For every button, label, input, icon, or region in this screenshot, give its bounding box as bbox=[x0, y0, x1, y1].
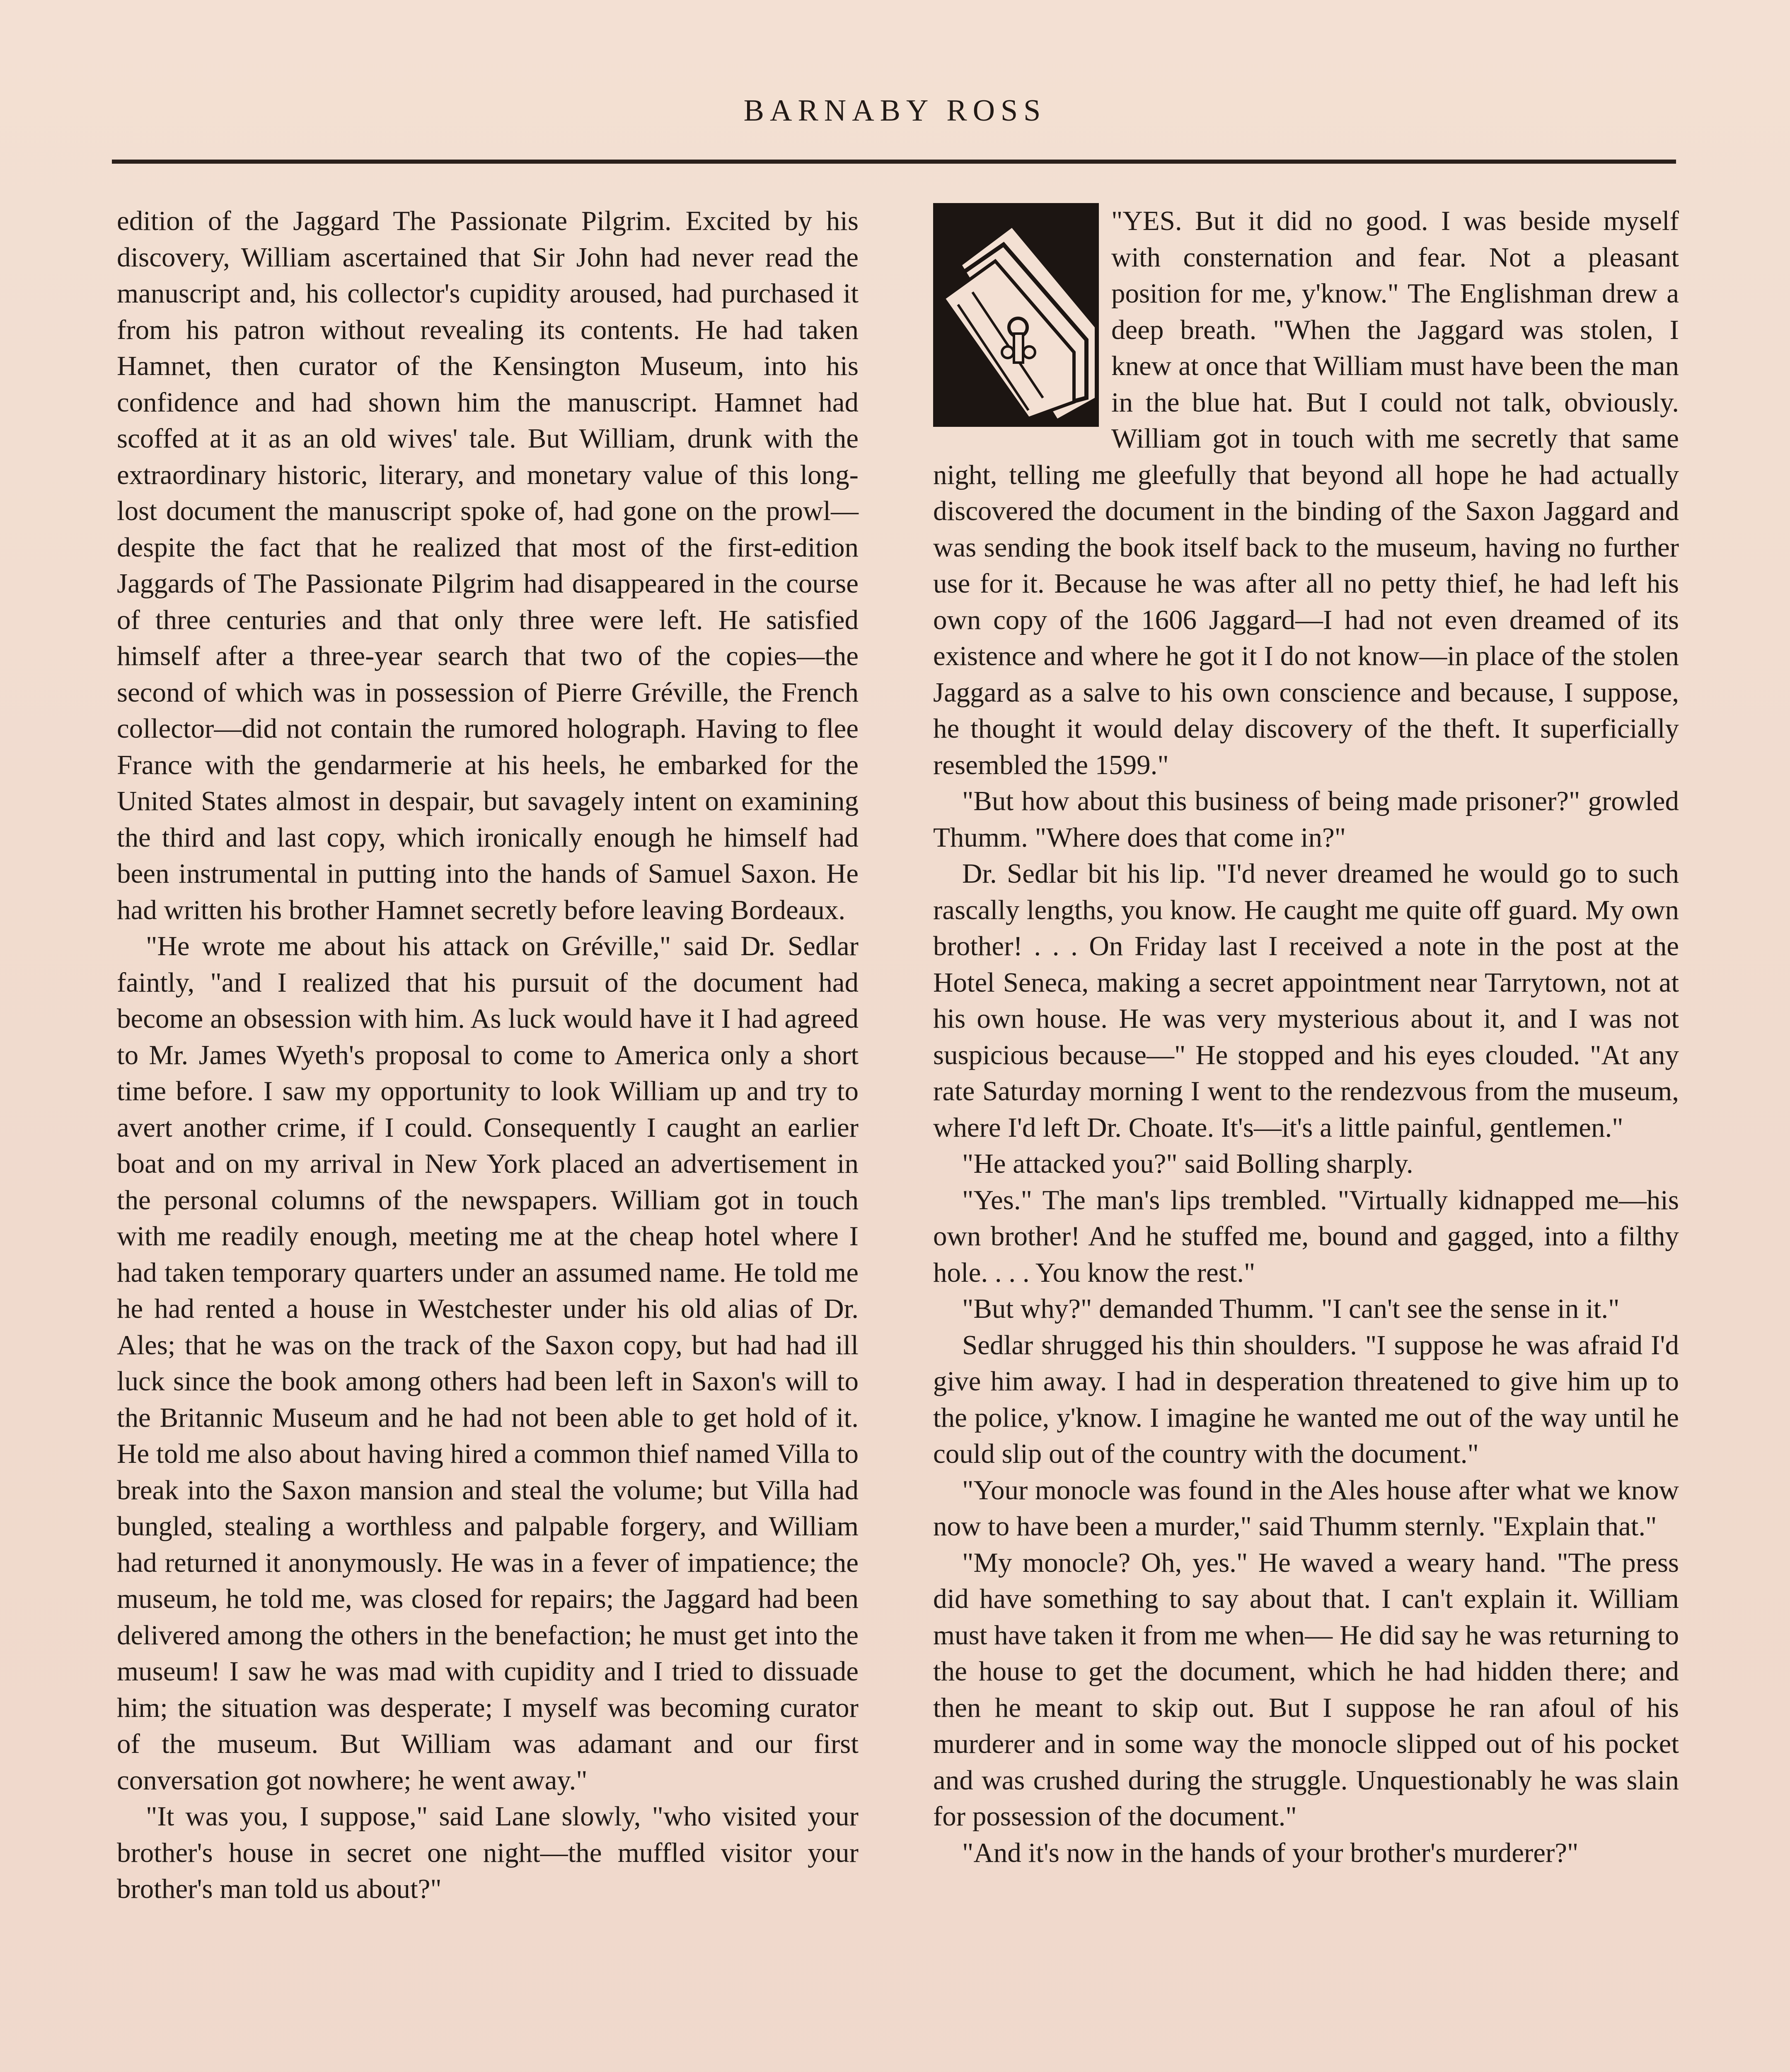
header-rule bbox=[112, 160, 1676, 164]
paragraph: "He attacked you?" said Bolling sharply. bbox=[962, 1148, 1413, 1179]
book-clasp-icon bbox=[933, 203, 1099, 427]
paragraph: "Your monocle was found in the Ales house after what we know now to have been a murder," said Thumm sternly. "Explain that." bbox=[933, 1474, 1679, 1542]
right-column bbox=[933, 203, 1679, 1871]
running-head: BARNABY ROSS bbox=[743, 94, 1047, 128]
paragraph: "YES. But it did no good. I was beside myself with consternation and fear. Not a pleasant position for me, y'know." The Englishman drew a deep breath. "When the Jaggard was stolen, I knew at once that William must have been the man in the blue hat. But I could not talk, obviously. William got in touch with me secretly that same night, telling me gleefully that beyond all hope he had actually discovered the document in the binding of the Saxon Jaggard and was sending the book itself back to the museum, having no further use for it. Because he was after all no petty thief, he had left his own copy of the 1606 Jaggard—I had not even dreamed of its existence and where he got it I do not know—in place of the stolen Jaggard as a salve to his own conscience and because, I suppose, he thought it would delay discovery of the theft. It superficially resembled the 1599." bbox=[933, 206, 1679, 780]
drop-cap-illustration bbox=[933, 203, 1099, 427]
paragraph: "My monocle? Oh, yes." He waved a weary hand. "The press did have something to say about that. I can't explain it. William must have taken it from me when— He did say he was returning to the house to get the document, which he had hidden there; and then he meant to skip out. But I suppose he ran afoul of his murderer and in some way the monocle slipped out of his pocket and was crushed during the struggle. Unquestionably he was slain for possession of the document." bbox=[933, 1547, 1679, 1832]
paragraph: "But how about this business of being made prisoner?" growled Thumm. "Where does that come in?" bbox=[933, 786, 1679, 853]
paragraph: "It was you, I suppose," said Lane slowly, "who visited your brother's house in secret one night—the muffled visitor your brother's man told us about?" bbox=[117, 1801, 859, 1904]
left-column bbox=[117, 203, 859, 1907]
paragraph: edition of the Jaggard The Passionate Pilgrim. Excited by his discovery, William ascertained that Sir John had never read the manuscript and, his collector's cupidity aroused, had purchased it from his patron without revealing its contents. He had taken Hamnet, then curator of the Kensington Museum, into his confidence and had shown him the manuscript. Hamnet had scoffed at it as an old wives' tale. But William, drunk with the extraordinary historic, literary, and monetary value of this long-lost document the manuscript spoke of, had gone on the prowl—despite the fact that he realized that most of the first-edition Jaggards of The Passionate Pilgrim had disappeared in the course of three centuries and that only three were left. He satisfied himself after a three-year search that two of the copies—the second of which was in possession of Pierre Gréville, the French collector—did not contain the rumored holograph. Having to flee France with the gendarmerie at his heels, he embarked for the United States almost in despair, but savagely intent on examining the third and last copy, which ironically enough he himself had been instrumental in putting into the hands of Samuel Saxon. He had written his brother Hamnet secretly before leaving Bordeaux. bbox=[117, 206, 859, 925]
paragraph: "But why?" demanded Thumm. "I can't see the sense in it." bbox=[962, 1293, 1620, 1324]
paragraph: "And it's now in the hands of your brother's murderer?" bbox=[962, 1837, 1579, 1868]
paragraph: Sedlar shrugged his thin shoulders. "I suppose he was afraid I'd give him away. I had in desperation threatened to give him up to the police, y'know. I imagine he wanted me out of the way until he could slip out of the country with the document." bbox=[933, 1329, 1679, 1469]
paragraph: "Yes." The man's lips trembled. "Virtually kidnapped me—his own brother! And he stuffed me, bound and gagged, into a filthy hole. . . . You know the rest." bbox=[933, 1184, 1679, 1288]
paragraph: Dr. Sedlar bit his lip. "I'd never dreamed he would go to such rascally lengths, you know. He caught me quite off guard. My own brother! . . . On Friday last I received a note in the post at the Hotel Seneca, making a secret appointment near Tarrytown, not at his own house. He was very mysterious about it, and I was not suspicious because—" He stopped and his eyes clouded. "At any rate Saturday morning I went to the rendezvous from the museum, where I'd left Dr. Choate. It's—it's a little painful, gentlemen." bbox=[933, 858, 1679, 1143]
paragraph: "He wrote me about his attack on Gréville," said Dr. Sedlar faintly, "and I realized that his pursuit of the document had become an obsession with him. As luck would have it I had agreed to Mr. James Wyeth's proposal to come to America only a short time before. I saw my opportunity to look William up and try to avert another crime, if I could. Consequently I caught an earlier boat and on my arrival in New York placed an advertisement in the personal columns of the newspapers. William got in touch with me readily enough, meeting me at the cheap hotel where I had taken temporary quarters under an assumed name. He told me he had rented a house in Westchester under his old alias of Dr. Ales; that he was on the track of the Saxon copy, but had had ill luck since the book among others had been left in Saxon's will to the Britannic Museum and he had not been able to get hold of it. He told me also about having hired a common thief named Villa to break into the Saxon mansion and steal the volume; but Villa had bungled, stealing a worthless and palpable forgery, and William had returned it anonymously. He was in a fever of impatience; the museum, he told me, was closed for repairs; the Jaggard had been delivered among the others in the benefaction; he must get into the museum! I saw he was mad with cupidity and I tried to dissuade him; the situation was desperate; I myself was becoming curator of the museum. But William was adamant and our first conversation got nowhere; he went away." bbox=[117, 931, 859, 1796]
